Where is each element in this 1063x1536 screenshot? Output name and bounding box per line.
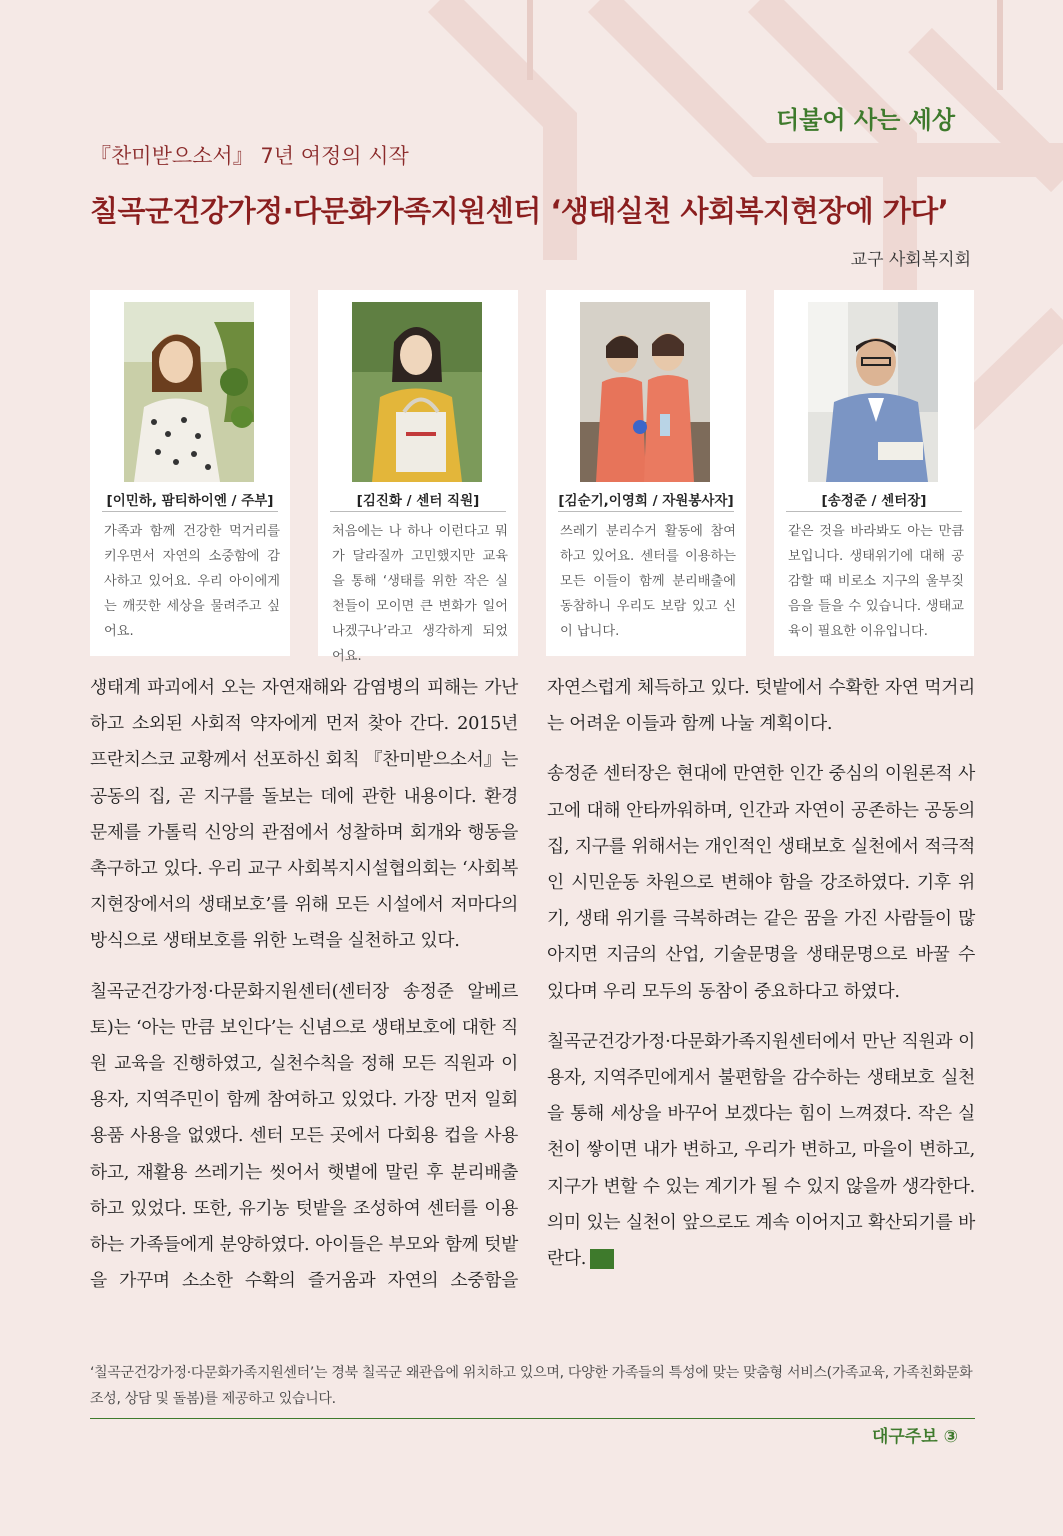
interview-card <box>774 290 974 656</box>
card-quote: 처음에는 나 하나 이런다고 뭐가 달라질까 고민했지만 교육을 통해 ‘생태를 위한 작은 실천들이 모이면 큰 변화가 일어나겠구나’라고 생각하게 되었어요. <box>332 524 508 664</box>
card-name: [김순기,이영희 / 자원봉사자] <box>558 493 734 509</box>
photo <box>124 302 254 482</box>
divider <box>786 511 962 512</box>
interview-card <box>90 290 290 656</box>
divider <box>558 511 734 512</box>
page-number: 대구주보 ③ <box>872 1427 958 1447</box>
section-tag: 더불어 사는 세상 <box>776 106 955 134</box>
body-paragraph: 생태계 파괴에서 오는 자연재해와 감염병의 피해는 가난하고 소외된 사회적 약자에게 먼저 찾아 간다. 2015년 프란치스코 교황께서 선포하신 회칙 『찬미받으소서』는 공동의 집, 곧 지구를 돌보는 데에 관한 내용이다. 환경 문제를 가톨릭 신앙의 관점에서 성찰하며 회개와 행동을 촉구하고 있다. 우리 교구 사회복지시설협의회는 ‘사회복지현장에서의 생태보호’를 위해 모든 시설에서 저마다의 방식으로 생태보호를 위한 노력을 실천하고 있다. <box>90 677 518 952</box>
interview-card <box>546 290 746 656</box>
photo <box>808 302 938 482</box>
body-paragraph: 칠곡군건강가정·다문화지원센터(센터장 송정준 알베르토)는 ‘아는 만큼 보인다’는 신념으로 생태보호에 대한 직원 교육을 진행하였고, 실천수칙을 정해 모든 직원과 이용자, 지역주민이 함께 참여하고 있었다. 가장 먼저 일회용품 사용을 없앴다. 센터 모든 곳에서 다회용 컵을 사용하고, 재활용 쓰레기는 씻어서 햇볕에 말린 후 분리배출하고 있었다. 또한, 유기농 텃밭을 조성하여 센터를 이용하는 가족들에게 분양하였다. 아이들은 부모와 함께 텃밭을 가꾸며 소소한 수확의 즐거움과 자연의 소중함을 <box>90 980 518 1292</box>
divider <box>330 511 506 512</box>
body-column-left <box>90 670 518 1313</box>
card-quote: 같은 것을 바라봐도 아는 만큼 보입니다. 생태위기에 대해 공감할 때 비로소 지구의 울부짖음을 들을 수 있습니다. 생태교육이 필요한 이유입니다. <box>788 524 964 639</box>
card-name: [송정준 / 센터장] <box>821 493 927 509</box>
card-name: [이민하, 팜티하이엔 / 주부] <box>106 493 274 509</box>
body-paragraph-continued: 자연스럽게 체득하고 있다. 텃밭에서 수확한 자연 먹거리는 어려운 이들과 함께 나눌 계획이다. <box>547 677 975 735</box>
card-quote: 가족과 함께 건강한 먹거리를 키우면서 자연의 소중함에 감사하고 있어요. 우리 아이에게는 깨끗한 세상을 물려주고 싶어요. <box>104 524 280 639</box>
footer-rule <box>90 1418 975 1419</box>
photo <box>580 302 710 482</box>
body-paragraph-text: 칠곡군건강가정·다문화가족지원센터에서 만난 직원과 이용자, 지역주민에게서 불편함을 감수하는 생태보호 실천을 통해 세상을 바꾸어 보겠다는 힘이 느껴졌다. 작은 실천이 쌓이면 내가 변하고, 우리가 변하고, 마을이 변하고, 지구가 변할 수 있는 계기가 될 수 있지 않을까 생각한다. 의미 있는 실천이 앞으로도 계속 이어지고 확산되기를 바란다. <box>547 1030 975 1270</box>
body-column-right <box>547 670 975 1291</box>
footnote: ‘칠곡군건강가정·다문화가족지원센터’는 경북 칠곡군 왜관읍에 위치하고 있으며, 다양한 가족들의 특성에 맞는 맞춤형 서비스(가족교육, 가족친화문화조성, 상담 및 돌봄)를 제공하고 있습니다. <box>90 1365 973 1407</box>
article-author: 교구 사회복지회 <box>850 250 971 270</box>
card-name: [김진화 / 센터 직원] <box>356 493 480 509</box>
photo <box>352 302 482 482</box>
body-paragraph: 송정준 센터장은 현대에 만연한 인간 중심의 이원론적 사고에 대해 안타까워하며, 인간과 자연이 공존하는 공동의 집, 지구를 위해서는 개인적인 생태보호 실천에서 적극적인 시민운동 차원으로 변해야 함을 강조하였다. 기후 위기, 생태 위기를 극복하려는 같은 꿈을 가진 사람들이 많아지면 지금의 산업, 기술문명을 생태문명으로 바꿀 수 있다며 우리 모두의 동참이 중요하다고 하였다. <box>547 763 975 1002</box>
divider <box>102 511 278 512</box>
article-title: 칠곡군건강가정·다문화가족지원센터 ‘생태실천 사회복지현장에 가다’ <box>90 194 949 228</box>
interview-card <box>318 290 518 664</box>
article-subtitle: 『찬미받으소서』 7년 여정의 시작 <box>90 144 409 168</box>
body-paragraph <box>547 1024 975 1277</box>
card-quote: 쓰레기 분리수거 활동에 참여하고 있어요. 센터를 이용하는 모든 이들이 함께 분리배출에 동참하니 우리도 보람 있고 신이 납니다. <box>560 524 736 639</box>
end-mark-icon <box>590 1249 614 1269</box>
